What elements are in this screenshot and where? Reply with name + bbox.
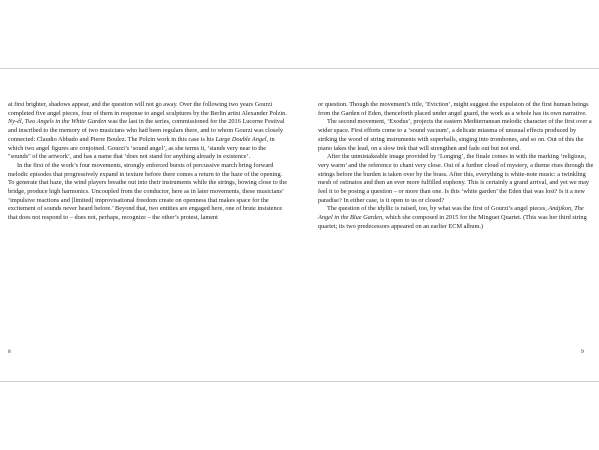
left-page-text [8,101,288,223]
paragraph: The question of the idyllic is raised, too, by what was the first of Gourzi’s angel pieces, Anájikon, The Angel in the Blue Garden, which she composed in 2015 for the Minguet Quartet. (This was her third string quartet; its two predecessors appeared on an earlier ECM album.) [318,205,587,230]
paragraph: at first brighter, shadows appear, and the question will not go away. Over the following two years Gourzi completed five angel pieces, four of them in response to angel sculptures by the Berlin artist Alexander Polzin. Ny-él, Two Angels in the White Garden was the last in the series, commissioned for the 2016 Lucerne Festival and inscribed to the memory of two musicians who had been regulars there, and to whom Gourzi was closely connected: Claudio Abbado and Pierre Boulez. The Polzin work in this case is his Large Double Angel, in which two angel figures are conjoined. Gourzi’s ‘sound angel’, as she terms it, ‘stands very near to the "sounds" of the artwork’, and has a name that ‘does not stand for anything already in existence’. [8,101,287,161]
top-rule [0,68,599,69]
italic-title: Ny-él, Two Angels in the White Garden [8,118,107,126]
paragraph: The second movement, ‘Exodus’, projects the eastern Mediterranean melodic character of the first over a wider space. First efforts come to a ‘sound vacuum’, a delicate miasma of unusual effects produced by striking the wood of string instruments with superballs, singing into trombones, and so on. Out of this the piano takes the lead, on a slow trek that will strengthen and fade out but not end. [318,118,592,152]
italic-title: Anájikon, The Angel in the Blue Garden [318,205,584,222]
page-number-right: 9 [581,349,584,355]
bottom-rule [0,381,599,382]
italic-title: Large Double Angel [215,135,267,143]
page-number-left: 8 [8,349,11,355]
paragraph: or question. Though the movement’s title, ‘Eviction’, might suggest the expulsion of the first human beings from the Garden of Eden, thenceforth placed under angel guard, the work as a whole has its own narrative. [318,101,589,117]
right-page-text [318,101,594,232]
paragraph: In the first of the work’s four movements, strongly enforced bursts of percussive march bring forward melodic episodes that progressively expand in texture before there comes a return to the haze of the opening. To generate that haze, the wind players breathe out into their instruments while the strings, bowing close to the bridge, produce high harmonics. Uncoupled from the conductor, here as in later movements, these musicians’ ‘impulsive reactions and [limited] improvisational freedom create on openness that makes space for the excitement of sounds never heard before.’ Beyond that, two entities are engaged here, one of brute insistence that does not respond to – does not, perhaps, recognize – the other’s protest, lament [8,161,287,222]
paragraph: After the unmistakeable image provided by ‘Longing’, the finale comes in with the marking ‘religious, very warm’ and the reference to chant very close. Out of a further cloud of mystery, a theme rises through the strings before the burden is taken over by the brass. After this, everything is white-note music: a twinkling mesh of ostinatos and then an ever more fulfilled euphony. This is certainly a grand arrival, and yet we may feel it to be posing a question – or more than one. Is this ‘white garden’ the Eden that was lost? Is it a new paradise? In either case, is it open to us or closed? [318,153,594,204]
